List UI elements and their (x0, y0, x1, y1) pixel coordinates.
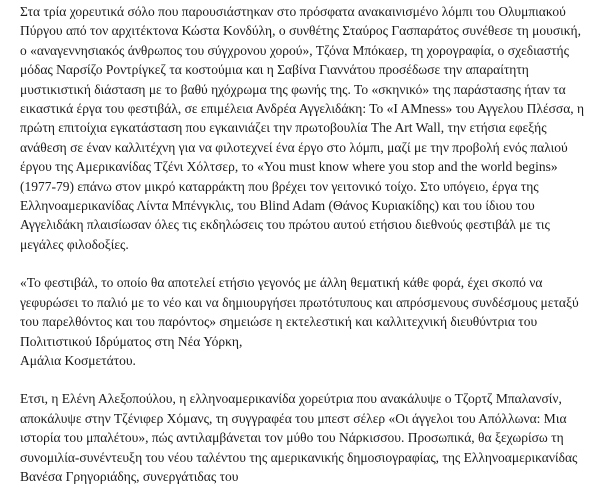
article-paragraph-2-signature: Αμάλια Κοσμετάτου. (20, 352, 136, 368)
article-paragraph-3: Ετσι, η Ελένη Αλεξοπούλου, η ελληνοαμερικανίδα χορεύτρια που ανακάλυψε ο Τζορτζ Μπαλανσίν, αποκάλυψε στην Τζένιφερ Χόμανς, τη συγγραφέα του μπεστ σέλερ «Οι άγγελοι του Απόλλωνα: Μια ιστορία του μπαλέτου», πώς αντιλαμβάνεται τον μύθο του Νάρκισσου. Προσωπικά, θα ξεχωρίσω τη συνομιλία-συνέντευξη του νέου ταλέντου της αμερικανικής δημοσιογραφίας, της Ελληνοαμερικανίδας Βανέσα Γρηγοριάδης, συνεργάτιδας του (20, 391, 578, 484)
article-paragraph-2: «Το φεστιβάλ, το οποίο θα αποτελεί ετήσιο γεγονός με άλλη θεματική κάθε φορά, έχει σκοπό να γεφυρώσει το παλιό με το νέο και να δημιουργήσει πρωτότυπους και απρόσμενους συνδέσμους μεταξύ του παρελθόντος και του παρόντος» σημειώσε η εκτελεστική και καλλιτεχνική διευθύντρια του Πολιτιστικού Ιδρύματος στη Νέα Υόρκη, (20, 275, 579, 349)
article-paragraph-1: Στα τρία χορευτικά σόλο που παρουσιάστηκαν στο πρόσφατα ανακαινισμένο λόμπι του Ολυμπιακού Πύργου από τον αρχιτέκτονα Κώστα Κονδύλη, ο συνθέτης Σταύρος Γασπαράτος συνέθεσε τη μουσική, ο «αναγεννησιακός άνθρωπος του σύγχρονου χορού», Τζόνα Μπόκαερ, τη χορογραφία, ο σχεδιαστής μόδας Ναρσίζο Ροντρίγκεζ τα κοστούμια και η Σαβίνα Γιαννάτου προσέδωσε την απαραίτητη μυστικιστική διάσταση με το βαθύ ηχόχρωμα της φωνής της. Το «σκηνικό» της παράστασης ήταν τα εικαστικά έργα του φεστιβάλ, σε επιμέλεια Ανδρέα Αγγελιδάκη: Το «Ι ΑΜness» του Αγγελου Πλέσσα, η πρώτη επιτοίχια εγκατάσταση που εγκαινιάζει την πρωτοβουλία The Art Wall, την ετήσια εφεξής ανάθεση σε έναν καλλιτέχνη για να φιλοτεχνεί ένα έργο στο λόμπι, μαζί με την προβολή ενός παλιού έργου της Αμερικανίδας Τζένι Χόλτσερ, το «You must know where you stop and the world begins» (1977-79) επάνω στον μικρό καταρράκτη που βρέχει τον γειτονικό τοίχο. Στο υπόγειο, έργα της Ελληνοαμερικανίδας Λίντα Μπένγκλις, του Blind Adam (Θάνος Κυριακίδης) και του ίδιου του Αγγελιδάκη πλαισίωσαν όλες τις εκδηλώσεις του πρώτου αυτού ετήσιου διεθνούς φεστιβάλ με τις μεγάλες φιλοδοξίες. (20, 4, 585, 252)
article-body (20, 2, 590, 486)
